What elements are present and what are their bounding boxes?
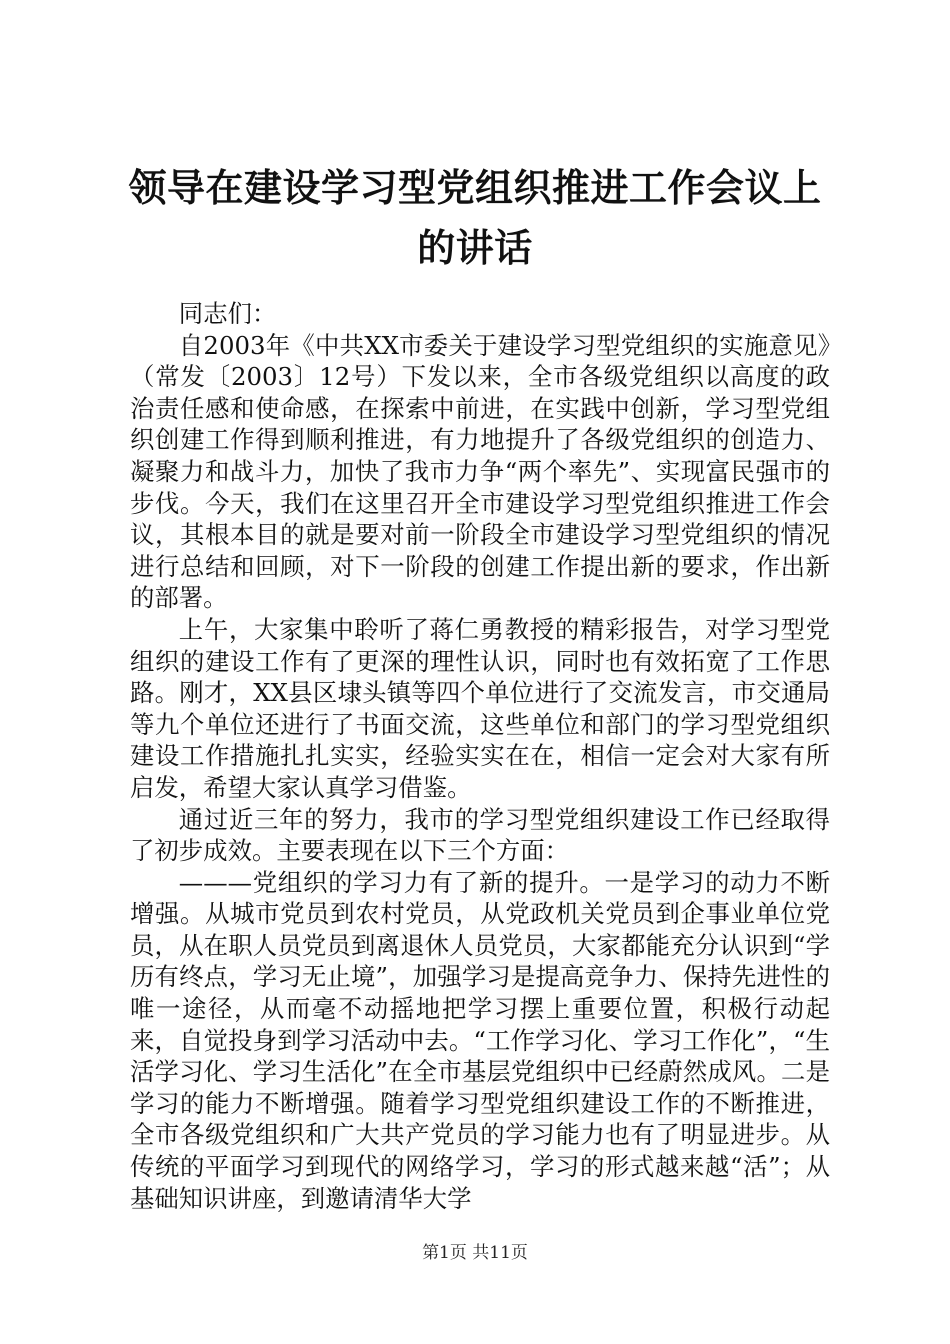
paragraph: 上午，大家集中聆听了蒋仁勇教授的精彩报告，对学习型党组织的建设工作有了更深的理性认识，同时也有效拓宽了工作思路。刚才，XX县区埭头镇等四个单位进行了交流发言，市交通局等九个单位还进行了书面交流，这些单位和部门的学习型党组织建设工作措施扎扎实实，经验实实在在，相信一定会对大家有所启发，希望大家认真学习借鉴。 bbox=[130, 614, 830, 802]
salutation: 同志们： bbox=[178, 299, 277, 328]
page-number-footer: 第1页 共11页 bbox=[422, 1243, 528, 1263]
document-title: 领导在建设学习型党组织推进工作会议上的讲话 bbox=[128, 165, 822, 270]
paragraph: ———党组织的学习力有了新的提升。一是学习的动力不断增强。从城市党员到农村党员，从党政机关党员到企事业单位党员，从在职人员党员到离退休人员党员，大家都能充分认识到“学历有终点，学习无止境”，加强学习是提高竞争力、保持先进性的唯一途径，从而毫不动摇地把学习摆上重要位置，积极行动起来，自觉投身到学习活动中去。“工作学习化、学习工作化”，“生活学习化、学习生活化”在全市基层党组织中已经蔚然成风。二是学习的能力不断增强。随着学习型党组织建设工作的不断推进，全市各级党组织和广大共产党员的学习能力也有了明显进步。从传统的平面学习到现代的网络学习，学习的形式越来越“活”；从基础知识讲座，到邀请清华大学 bbox=[130, 867, 830, 1213]
paragraph: 自2003年《中共XX市委关于建设学习型党组织的实施意见》（常发〔2003〕12号）下发以来，全市各级党组织以高度的政治责任感和使命感，在探索中前进，在实践中创新，学习型党组织创建工作得到顺利推进，有力地提升了各级党组织的创造力、凝聚力和战斗力，加快了我市力争“两个率先”、实现富民强市的步伐。今天，我们在这里召开全市建设学习型党组织推进工作会议，其根本目的就是要对前一阶段全市建设学习型党组织的情况进行总结和回顾，对下一阶段的创建工作提出新的要求，作出新的部署。 bbox=[130, 330, 830, 613]
document-body bbox=[130, 298, 830, 1214]
paragraph: 通过近三年的努力，我市的学习型党组织建设工作已经取得了初步成效。主要表现在以下三个方面： bbox=[130, 804, 830, 866]
